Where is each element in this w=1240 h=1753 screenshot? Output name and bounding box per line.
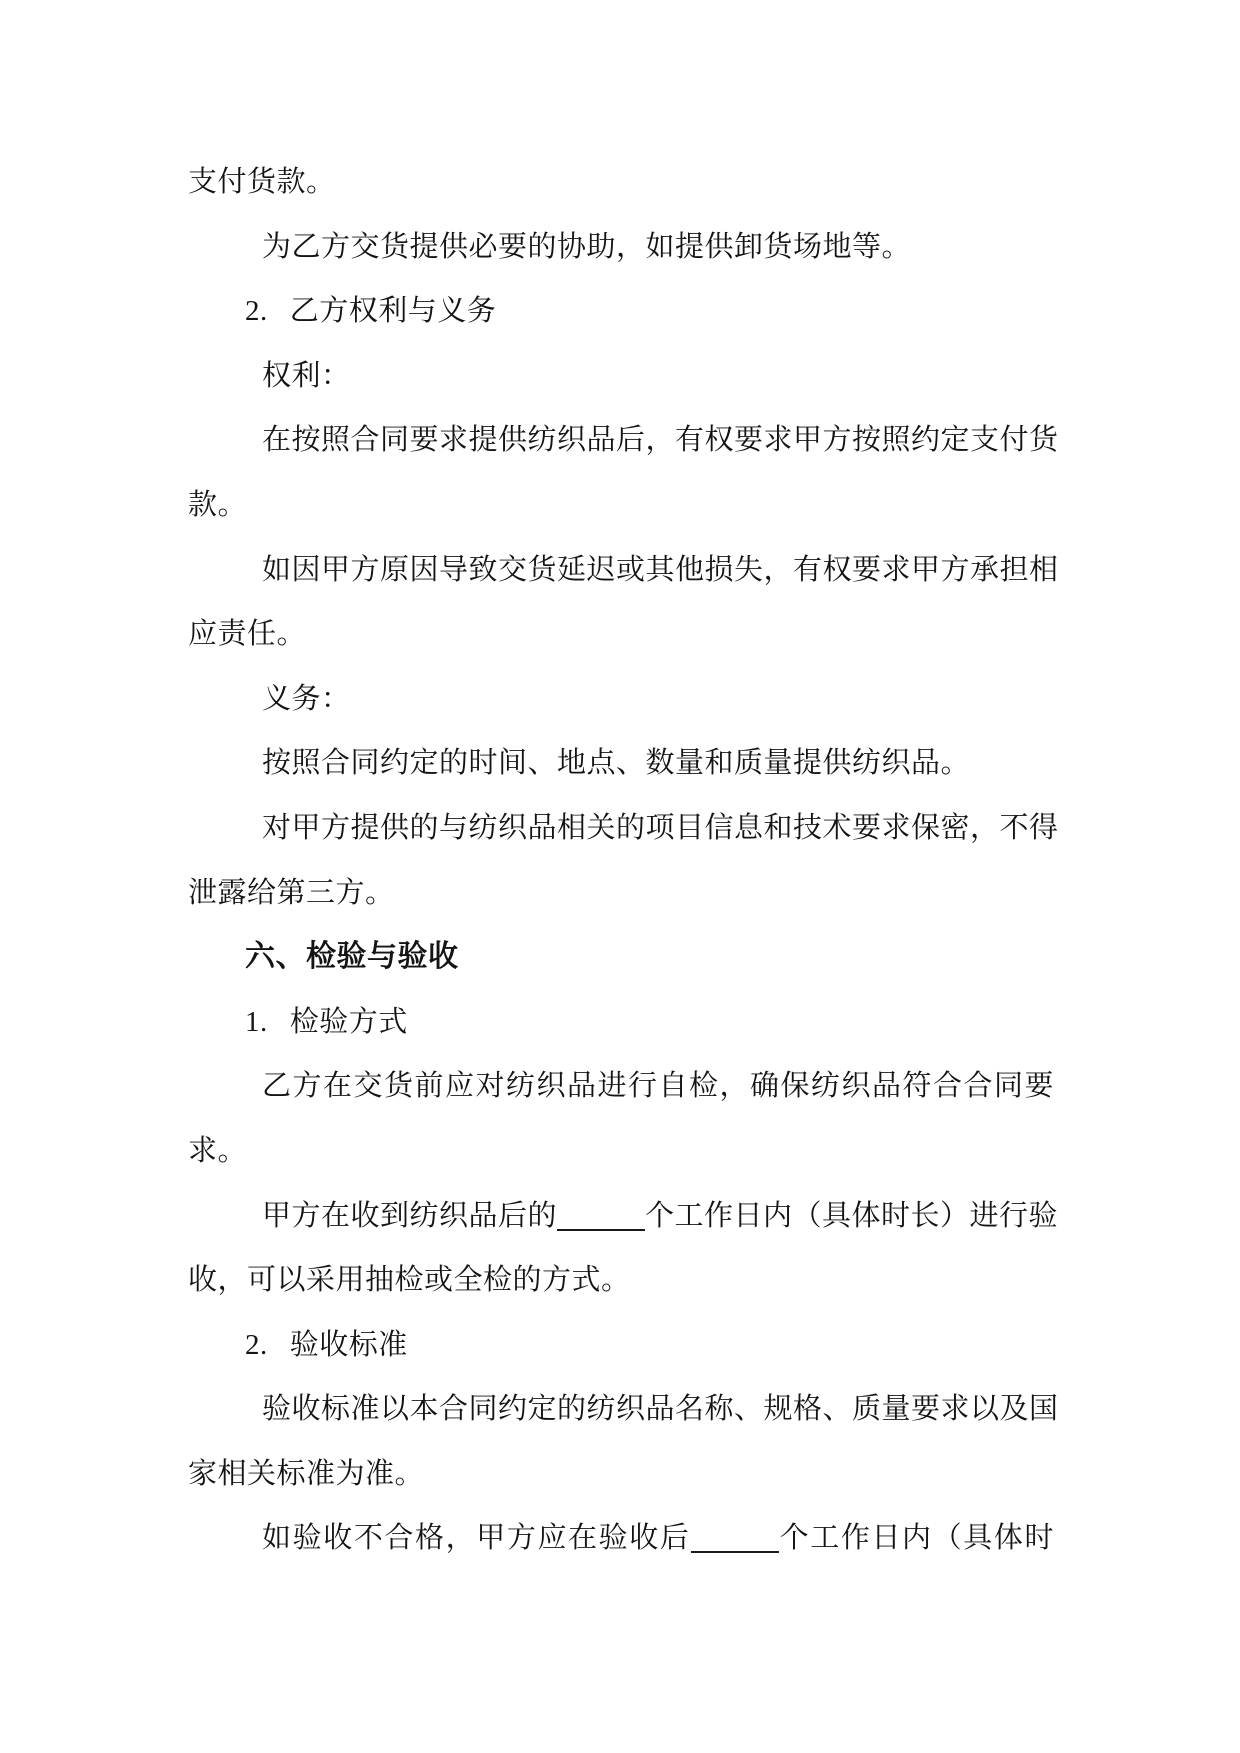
contract-line <box>188 1119 1054 1184</box>
line-text: 如因甲方原因导致交货延迟或其他损失，有权要求甲方承担相 <box>262 553 1059 586</box>
line-text: 在按照合同要求提供纺织品后，有权要求甲方按照约定支付货 <box>262 424 1059 457</box>
contract-line <box>188 602 1054 667</box>
fill-in-blank <box>557 1199 645 1231</box>
contract-list-item <box>188 1313 1054 1378</box>
line-text: 家相关标准为准。 <box>188 1457 425 1490</box>
contract-line <box>188 1377 1059 1442</box>
contract-line <box>188 861 1054 926</box>
list-label: 验收标准 <box>289 1328 408 1361</box>
section-heading <box>188 925 1054 990</box>
line-text: 求。 <box>188 1134 248 1167</box>
contract-line <box>188 731 1054 796</box>
contract-list-item <box>188 279 1054 344</box>
section-heading-text: 六、检验与验收 <box>245 940 459 974</box>
fill-in-blank <box>691 1521 779 1553</box>
contract-line <box>188 796 1059 861</box>
contract-line <box>188 473 1054 538</box>
list-number: 2. <box>245 295 268 328</box>
line-text: 支付货款。 <box>188 166 336 198</box>
contract-text-block <box>188 150 1059 1571</box>
line-text: 权利： <box>262 359 351 392</box>
contract-line <box>188 1054 1054 1119</box>
line-text: 个工作日内（具体时长）进行验 <box>645 1199 1059 1232</box>
contract-list-item <box>188 990 1054 1055</box>
line-text: 为乙方交货提供必要的协助，如提供卸货场地等。 <box>262 230 912 263</box>
line-text: 对甲方提供的与纺织品相关的项目信息和技术要求保密，不得 <box>262 811 1059 844</box>
list-label: 乙方权利与义务 <box>289 295 497 328</box>
contract-line-with-blank <box>188 1184 1059 1249</box>
contract-line <box>188 538 1059 603</box>
contract-line-with-blank <box>188 1506 1054 1571</box>
line-text: 如验收不合格，甲方应在验收后 <box>262 1522 691 1555</box>
list-label: 检验方式 <box>289 1005 408 1038</box>
contract-line <box>188 667 1054 732</box>
contract-line <box>188 1248 1054 1313</box>
line-text: 应责任。 <box>188 618 307 651</box>
line-text: 个工作日内（具体时 <box>778 1522 1054 1555</box>
list-number: 2. <box>245 1328 268 1361</box>
line-text: 收，可以采用抽检或全检的方式。 <box>188 1264 631 1297</box>
contract-line <box>188 1442 1054 1507</box>
line-text: 乙方在交货前应对纺织品进行自检，确保纺织品符合合同要 <box>262 1070 1054 1103</box>
line-text: 甲方在收到纺织品后的 <box>262 1199 558 1232</box>
line-text: 义务： <box>262 682 351 715</box>
contract-line <box>188 344 1054 409</box>
contract-line <box>188 150 1054 215</box>
line-text: 泄露给第三方。 <box>188 876 395 909</box>
line-text: 按照合同约定的时间、地点、数量和质量提供纺织品。 <box>262 747 971 780</box>
list-number: 1. <box>245 1005 268 1038</box>
contract-line <box>188 408 1059 473</box>
line-text: 款。 <box>188 488 248 521</box>
line-text: 验收标准以本合同约定的纺织品名称、规格、质量要求以及国 <box>262 1393 1059 1426</box>
contract-line <box>188 215 1054 280</box>
